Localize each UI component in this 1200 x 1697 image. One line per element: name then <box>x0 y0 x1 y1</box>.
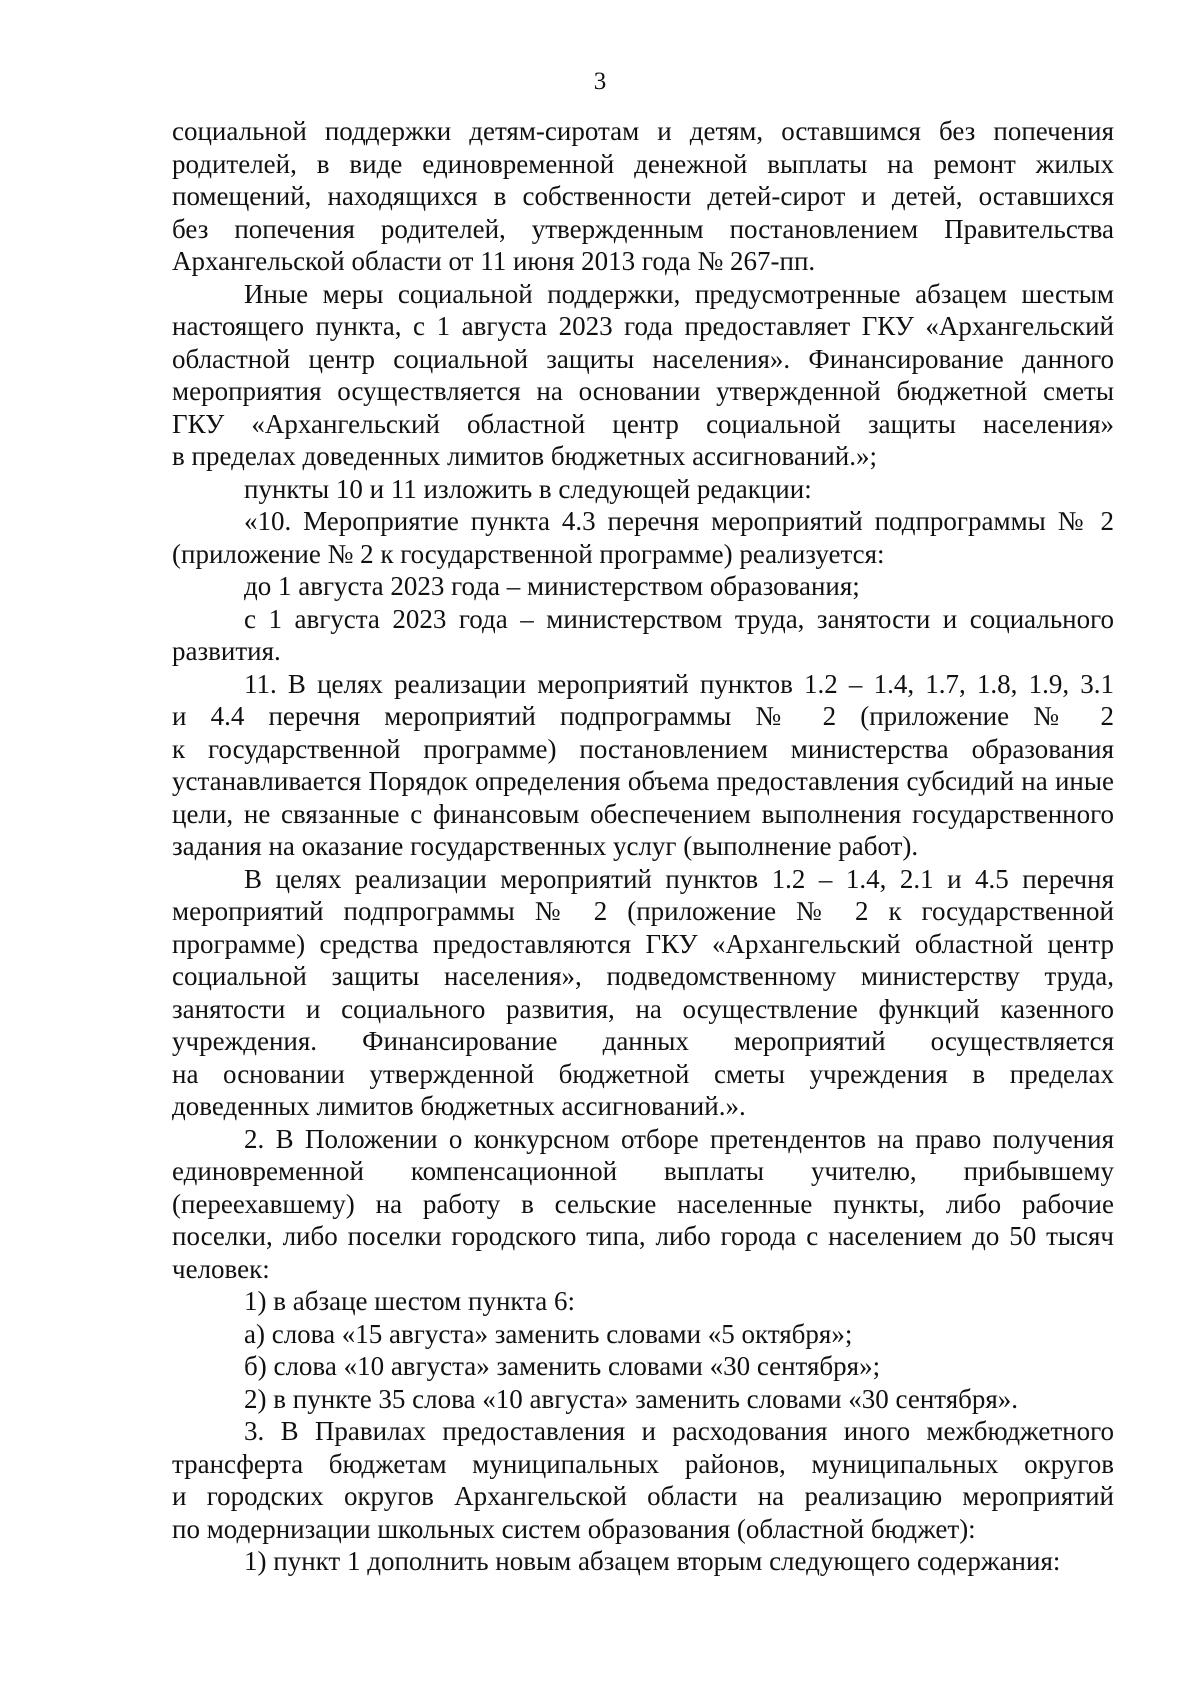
text-line: цели, не связанные с финансовым обеспечением выполнения государственного <box>172 798 1114 829</box>
text-line: пункты 10 и 11 изложить в следующей редакции: <box>244 473 812 504</box>
text-line: учреждения. Финансирование данных мероприятий осуществляется <box>172 1026 1114 1056</box>
text-line: родителей, в виде единовременной денежной выплаты на ремонт жилых <box>172 148 1114 179</box>
text-line: к государственной программе) постановлением министерства образования <box>172 733 1114 764</box>
text-line: доведенных лимитов бюджетных ассигнований.». <box>172 1091 746 1121</box>
text-line: 2) в пункте 35 слова «10 августа» заменить словами «30 сентября». <box>244 1383 1019 1414</box>
text-line: и 4.4 перечня мероприятий подпрограммы № 2 (приложение № 2 <box>172 701 1114 731</box>
text-line: 11. В целях реализации мероприятий пунктов 1.2 – 1.4, 1.7, 1.8, 1.9, 3.1 <box>244 668 1114 699</box>
text-line: устанавливается Порядок определения объема предоставления субсидий на иные <box>172 766 1114 796</box>
text-line: без попечения родителей, утвержденным постановлением Правительства <box>172 213 1114 244</box>
text-line: социальной защиты населения», подведомственному министерству труда, <box>172 961 1114 991</box>
text-line: программе) средства предоставляются ГКУ «Архангельский областной центр <box>172 928 1114 959</box>
text-line: занятости и социального развития, на осуществление функций казенного <box>172 993 1114 1024</box>
text-line: настоящего пункта, с 1 августа 2023 года предоставляет ГКУ «Архангельский <box>172 311 1114 341</box>
text-line: человек: <box>172 1253 270 1284</box>
text-line: б) слова «10 августа» заменить словами «30 сентября»; <box>244 1351 881 1381</box>
text-line: задания на оказание государственных услуг (выполнение работ). <box>172 831 919 861</box>
text-line: и городских округов Архангельской области на реализацию мероприятий <box>172 1481 1114 1511</box>
text-line: в пределах доведенных лимитов бюджетных ассигнований.»; <box>172 441 877 471</box>
text-line: ГКУ «Архангельский областной центр социальной защиты населения» <box>172 408 1114 439</box>
text-line: развития. <box>172 636 281 666</box>
text-line: мероприятий подпрограммы № 2 (приложение № 2 к государственной <box>172 896 1114 926</box>
text-line: по модернизации школьных систем образования (областной бюджет): <box>172 1513 976 1544</box>
text-line: 1) в абзаце шестом пункта 6: <box>244 1286 576 1316</box>
text-line: (переехавшему) на работу в сельские населенные пункты, либо рабочие <box>172 1188 1114 1219</box>
text-line: до 1 августа 2023 года – министерством образования; <box>244 571 860 601</box>
text-line: (приложение № 2 к государственной программе) реализуется: <box>172 538 885 569</box>
text-line: единовременной компенсационной выплаты учителю, прибывшему <box>172 1156 1114 1186</box>
text-line: а) слова «15 августа» заменить словами «5 октября»; <box>244 1318 853 1349</box>
text-line: 3. В Правилах предоставления и расходования иного межбюджетного <box>244 1416 1114 1446</box>
text-line: мероприятия осуществляется на основании утвержденной бюджетной сметы <box>172 376 1114 406</box>
text-line: на основании утвержденной бюджетной сметы учреждения в пределах <box>172 1058 1114 1089</box>
text-line: социальной поддержки детям-сиротам и детям, оставшимся без попечения <box>172 116 1114 146</box>
text-line: с 1 августа 2023 года – министерством труда, занятости и социального <box>244 603 1114 634</box>
text-line: поселки, либо поселки городского типа, либо города с населением до 50 тысяч <box>172 1221 1114 1251</box>
text-line: В целях реализации мероприятий пунктов 1.2 – 1.4, 2.1 и 4.5 перечня <box>244 863 1114 894</box>
text-line: 2. В Положении о конкурсном отборе претендентов на право получения <box>244 1123 1114 1154</box>
document-body <box>172 115 1114 1578</box>
page-number: 3 <box>593 68 607 95</box>
text-line: областной центр социальной защиты населения». Финансирование данного <box>172 343 1114 374</box>
text-line: 1) пункт 1 дополнить новым абзацем вторым следующего содержания: <box>244 1546 1061 1576</box>
text-line: помещений, находящихся в собственности детей-сирот и детей, оставшихся <box>172 181 1114 211</box>
text-line: «10. Мероприятие пункта 4.3 перечня мероприятий подпрограммы № 2 <box>244 506 1114 536</box>
text-line: Иные меры социальной поддержки, предусмотренные абзацем шестым <box>244 278 1114 309</box>
text-line: Архангельской области от 11 июня 2013 года № 267-пп. <box>172 246 816 276</box>
text-line: трансферта бюджетам муниципальных районов, муниципальных округов <box>172 1448 1114 1479</box>
